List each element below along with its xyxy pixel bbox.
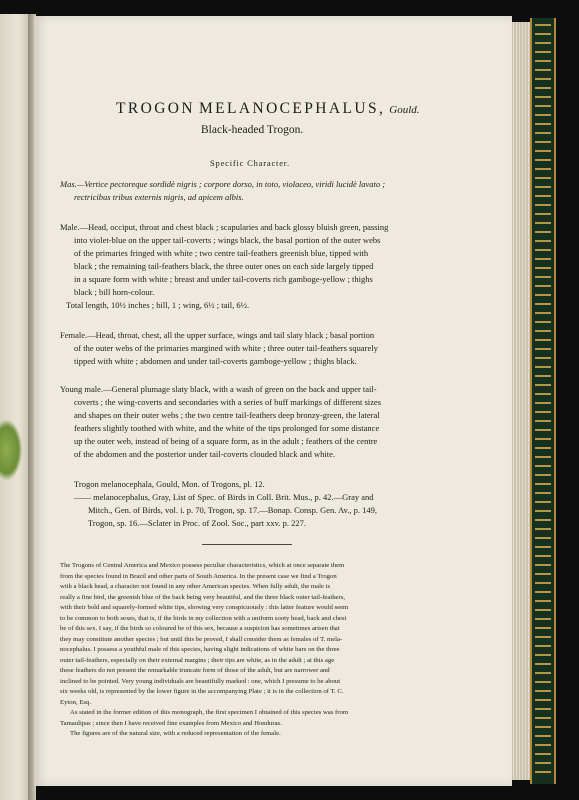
male-description-line: in a square form with white ; breast and under tail-coverts rich gamboge-yellow ; thighs (74, 274, 373, 284)
body-text-line: these feathers do not present the remarkable truncate form of those of the adult, but are narrower and (60, 667, 330, 674)
body-text-line: be of this sex. I say, if the birds so coloured be of this sex, because a suspicion has sometimes arisen that (60, 625, 340, 632)
body-text-line: to be common to both sexes, that is, if the birds in my collection with a uniform sooty head, back and chest (60, 614, 347, 622)
specific-character-heading: Specific Character. (210, 158, 290, 168)
female-description-line: Female.—Head, throat, chest, all the upper surface, wings and tail slaty black ; basal portion (60, 330, 375, 340)
male-description-line: into violet-blue on the upper tail-coverts ; wings black, the basal portion of the outer webs (74, 235, 381, 245)
female-description-line: of the outer webs of the primaries margined with white ; three outer tail-feathers squarely (74, 343, 378, 353)
body-text-line: inclined to be pointed. Very young individuals are beautifully marked : one, which I presume to be about (60, 677, 341, 685)
title-author: Gould. (389, 104, 420, 116)
male-description-line: Male.—Head, occiput, throat and chest black ; scapularies and back glossy bluish green, passing (60, 222, 389, 232)
section-divider (202, 544, 292, 545)
young-male-description-line: Young male.—General plumage slaty black, with a wash of green on the back and upper tail- (60, 384, 377, 394)
gilt-spine (530, 18, 556, 784)
male-description-line: of the primaries fringed with white ; two centre tail-feathers greenish blue, tipped with (74, 248, 369, 258)
body-text-line: outer tail-feathers, especially on their external margins ; their tips are white, as in the adult ; at this age (60, 656, 335, 664)
synonymy-line: Mitch., Gen. of Birds, vol. i. p. 70, Trogon, sp. 17.—Bonap. Consp. Gen. Av., p. 149, (88, 505, 378, 515)
synonymy-line: Trogon melanocephala, Gould, Mon. of Trogons, pl. 12. (74, 479, 265, 489)
young-male-description-line: coverts ; the wing-coverts and secondaries with a series of buff markings of different sizes (74, 397, 382, 407)
body-text-line: from the species found in Brazil and other parts of South America. In the present case we find a Trogon (60, 572, 337, 580)
body-text-line: Tamaulipas ; since then I have received fine examples from Mexico and Honduras. (60, 719, 282, 727)
common-name: Black-headed Trogon. (201, 124, 304, 136)
male-measurements: Total length, 10½ inches ; bill, 1 ; wing, 6½ ; tail, 6½. (66, 300, 250, 310)
species-title (116, 100, 420, 118)
latin-diagnosis-line: Mas.—Vertice pectoreque sordidè nigris ; corpore dorso, in toto, violaceo, viridi lucidè lavato ; (60, 179, 386, 189)
title-species: MELANOCEPHALUS, (198, 100, 386, 117)
female-description-line: tipped with white ; abdomen and under tail-coverts gamboge-yellow ; thighs black. (74, 356, 357, 366)
young-male-description-line: up the outer web, instead of being of a square form, as in the adult ; feathers of the centre (74, 436, 378, 446)
body-text-line: nocephalus. I possess a youthful male of this species, having slight indications of white bars on the three (60, 646, 340, 653)
left-page-edge (0, 14, 30, 800)
plate-foliage-fragment (0, 420, 22, 480)
latin-diagnosis-line: rectricibus tribus externis nigris, ad apicem albis. (74, 192, 244, 202)
synonymy-line: —— melanocephalus, Gray, List of Spec. of Birds in Coll. Brit. Mus., p. 42.—Gray and (74, 492, 374, 502)
spine-ornament (535, 24, 551, 778)
body-text-line: with a black head, a character not found in any other American species. When fully adult, the male is (60, 583, 331, 590)
title-genus: TROGON (116, 100, 195, 117)
body-text-line: Eyton, Esq. (60, 698, 92, 706)
body-text-line: with their bold and squarely-formed white tips, showing very conspicuously : this latter feature would seem (60, 604, 349, 611)
young-male-description-line: and shapes on their outer webs ; the two centre tail-feathers deep bronzy-green, the lateral (74, 410, 380, 420)
body-text-line: really a fine bird, the greenish blue of the back being very beautiful, and the three black outer tail-feathers, (60, 593, 346, 601)
body-text-line: The figures are of the natural size, with a reduced representation of the female. (70, 730, 281, 737)
synonymy-line: Trogon, sp. 16.—Sclater in Proc. of Zool. Soc., part xxv. p. 227. (88, 518, 306, 528)
young-male-description-line: feathers slightly toothed with white, and the white of the tips prolonged for some distance (74, 423, 380, 433)
book-page (34, 16, 512, 786)
body-text-line: six weeks old, is represented by the lower figure in the accompanying Plate ; it is in the collection of T. C. (60, 688, 344, 695)
young-male-description-line: of the abdomen and the posterior under tail-coverts clouded black and white. (74, 449, 336, 459)
body-text-line: The Trogons of Central America and Mexico possess peculiar characteristics, which at once separate them (60, 562, 345, 569)
male-description-line: black ; the remaining tail-feathers black, the three outer ones on each side largely tipped (74, 261, 374, 271)
page-edges (510, 22, 530, 780)
male-description-line: black ; bill horn-colour. (74, 287, 155, 297)
body-text-line: As stated in the former edition of this monograph, the first specimen I obtained of this species was from (70, 709, 349, 716)
body-text-line: they may constitute another species ; but until this be proved, I shall consider them as females of T. mela- (60, 635, 343, 643)
